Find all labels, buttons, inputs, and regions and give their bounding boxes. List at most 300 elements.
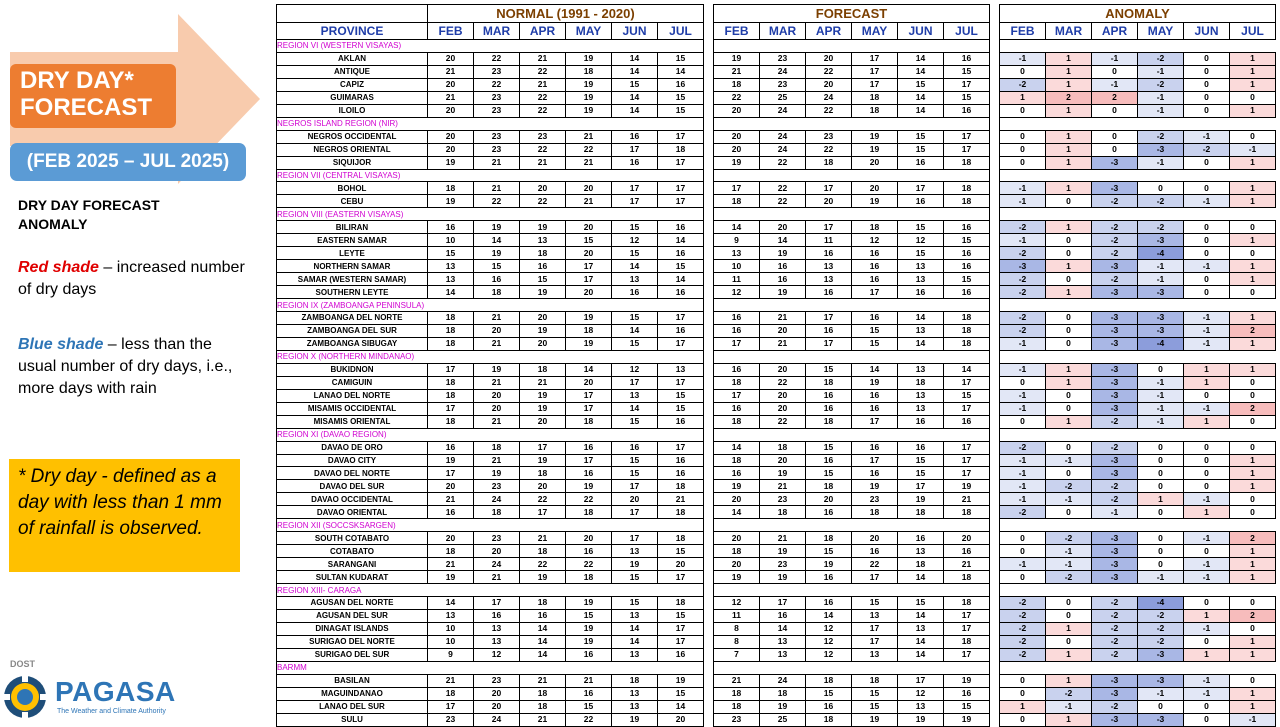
- anomaly-value: 0: [1184, 596, 1230, 609]
- normal-value: 20: [428, 130, 474, 143]
- region-filler: [428, 584, 474, 597]
- region-filler: [1046, 428, 1092, 441]
- normal-value: 18: [428, 324, 474, 337]
- normal-value: 13: [428, 260, 474, 273]
- anomaly-value: -1: [1000, 480, 1046, 493]
- forecast-value: 15: [944, 389, 990, 402]
- forecast-value: 14: [898, 104, 944, 117]
- normal-value: 18: [520, 363, 566, 376]
- forecast-value: 12: [806, 622, 852, 635]
- forecast-value: 15: [852, 596, 898, 609]
- region-filler: [658, 428, 704, 441]
- region-label: REGION VIII (EASTERN VISAYAS): [277, 208, 428, 221]
- normal-value: 20: [566, 286, 612, 299]
- region-label: NEGROS ISLAND REGION (NIR): [277, 117, 428, 130]
- anomaly-value: 1: [1046, 713, 1092, 726]
- forecast-value: 19: [852, 143, 898, 156]
- anomaly-value: -2: [1184, 143, 1230, 156]
- normal-value: 23: [474, 532, 520, 545]
- region-filler: [474, 169, 520, 182]
- forecast-value: 18: [714, 454, 760, 467]
- normal-value: 16: [658, 78, 704, 91]
- column-gap: [704, 23, 714, 40]
- forecast-value: 21: [760, 337, 806, 350]
- anomaly-value: -1: [1184, 130, 1230, 143]
- anomaly-value: 0: [1184, 467, 1230, 480]
- anomaly-value: 0: [1046, 312, 1092, 325]
- region-filler: [1000, 117, 1046, 130]
- column-gap: [990, 428, 1000, 441]
- anomaly-value: -1: [1184, 260, 1230, 273]
- column-gap: [990, 234, 1000, 247]
- anomaly-heading-line-1: DRY DAY FORECAST: [18, 197, 160, 213]
- forecast-value: 14: [714, 506, 760, 519]
- column-gap: [990, 78, 1000, 91]
- column-gap: [704, 337, 714, 350]
- anomaly-value: -1: [1184, 195, 1230, 208]
- anomaly-value: 0: [1046, 596, 1092, 609]
- anomaly-value: 0: [1230, 441, 1276, 454]
- normal-value: 16: [658, 286, 704, 299]
- province-row: [277, 596, 1276, 609]
- anomaly-value: -2: [1092, 247, 1138, 260]
- region-filler: [760, 299, 806, 312]
- region-filler: [428, 169, 474, 182]
- column-gap: [990, 52, 1000, 65]
- forecast-value: 17: [806, 221, 852, 234]
- anomaly-value: 2: [1230, 532, 1276, 545]
- column-gap: [704, 545, 714, 558]
- forecast-value: 17: [898, 674, 944, 687]
- forecast-value: 15: [852, 687, 898, 700]
- group-header: ANOMALY: [1000, 5, 1276, 23]
- province-name: AKLAN: [277, 52, 428, 65]
- forecast-value: 19: [760, 545, 806, 558]
- anomaly-value: -1: [1184, 337, 1230, 350]
- anomaly-value: 0: [1184, 52, 1230, 65]
- forecast-value: 14: [898, 609, 944, 622]
- region-filler: [566, 584, 612, 597]
- normal-value: 19: [520, 389, 566, 402]
- dry-day-definition-note: * Dry day - defined as a day with less than 1 mm of rainfall is observed.: [9, 459, 240, 572]
- region-filler: [1184, 117, 1230, 130]
- region-filler: [1184, 208, 1230, 221]
- normal-value: 21: [520, 156, 566, 169]
- province-row: [277, 247, 1276, 260]
- column-gap: [704, 519, 714, 532]
- region-row: [277, 40, 1276, 53]
- anomaly-value: -3: [1092, 674, 1138, 687]
- normal-value: 17: [612, 506, 658, 519]
- region-filler: [566, 428, 612, 441]
- month-header: APR: [520, 23, 566, 40]
- region-filler: [852, 661, 898, 674]
- normal-value: 22: [520, 143, 566, 156]
- forecast-value: 8: [714, 635, 760, 648]
- anomaly-heading-line-2: ANOMALY: [18, 216, 88, 232]
- anomaly-value: 0: [1000, 415, 1046, 428]
- anomaly-value: 1: [1230, 687, 1276, 700]
- forecast-value: 16: [714, 402, 760, 415]
- forecast-value: 21: [944, 493, 990, 506]
- anomaly-value: 0: [1184, 104, 1230, 117]
- anomaly-value: 0: [1184, 91, 1230, 104]
- anomaly-value: -3: [1092, 571, 1138, 584]
- province-row: [277, 648, 1276, 661]
- forecast-value: 14: [760, 622, 806, 635]
- column-gap: [704, 480, 714, 493]
- forecast-value: 20: [852, 532, 898, 545]
- region-filler: [1000, 40, 1046, 53]
- region-filler: [1138, 117, 1184, 130]
- anomaly-value: 0: [1138, 700, 1184, 713]
- forecast-value: 17: [852, 415, 898, 428]
- forecast-value: 12: [898, 234, 944, 247]
- legend-red-key: Red shade: [18, 259, 99, 276]
- region-filler: [1046, 584, 1092, 597]
- region-filler: [1092, 299, 1138, 312]
- forecast-value: 21: [760, 532, 806, 545]
- anomaly-value: 0: [1184, 247, 1230, 260]
- normal-value: 24: [474, 558, 520, 571]
- column-gap: [990, 286, 1000, 299]
- region-filler: [852, 428, 898, 441]
- normal-value: 20: [520, 337, 566, 350]
- forecast-value: 20: [760, 221, 806, 234]
- forecast-value: 18: [944, 596, 990, 609]
- region-filler: [760, 208, 806, 221]
- forecast-value: 20: [714, 493, 760, 506]
- region-filler: [1092, 519, 1138, 532]
- anomaly-value: -1: [1184, 674, 1230, 687]
- province-row: [277, 91, 1276, 104]
- anomaly-value: 0: [1138, 480, 1184, 493]
- normal-value: 19: [566, 480, 612, 493]
- region-filler: [474, 117, 520, 130]
- region-filler: [1046, 299, 1092, 312]
- forecast-value: 17: [760, 596, 806, 609]
- anomaly-value: 0: [1184, 182, 1230, 195]
- region-filler: [566, 519, 612, 532]
- anomaly-value: 0: [1000, 130, 1046, 143]
- column-gap: [990, 130, 1000, 143]
- normal-value: 19: [658, 674, 704, 687]
- region-filler: [1092, 428, 1138, 441]
- normal-value: 21: [520, 78, 566, 91]
- column-gap: [990, 260, 1000, 273]
- anomaly-value: 0: [1230, 493, 1276, 506]
- anomaly-value: -1: [1046, 493, 1092, 506]
- forecast-value: 17: [852, 78, 898, 91]
- forecast-value: 8: [714, 622, 760, 635]
- province-row: [277, 143, 1276, 156]
- normal-value: 19: [566, 78, 612, 91]
- anomaly-value: -2: [1046, 532, 1092, 545]
- normal-value: 20: [428, 52, 474, 65]
- normal-value: 17: [658, 337, 704, 350]
- anomaly-value: 0: [1184, 635, 1230, 648]
- region-filler: [714, 519, 760, 532]
- forecast-value: 22: [760, 195, 806, 208]
- anomaly-value: -1: [1184, 571, 1230, 584]
- anomaly-value: 0: [1046, 247, 1092, 260]
- normal-value: 18: [428, 545, 474, 558]
- anomaly-value: -2: [1092, 234, 1138, 247]
- column-gap: [704, 389, 714, 402]
- anomaly-value: 1: [1046, 65, 1092, 78]
- normal-value: 17: [658, 130, 704, 143]
- normal-value: 21: [520, 52, 566, 65]
- column-gap: [704, 143, 714, 156]
- normal-value: 20: [474, 402, 520, 415]
- column-gap: [990, 350, 1000, 363]
- forecast-value: 16: [760, 260, 806, 273]
- normal-value: 17: [658, 376, 704, 389]
- region-label: REGION XIII- CARAGA: [277, 584, 428, 597]
- region-filler: [474, 350, 520, 363]
- column-gap: [704, 324, 714, 337]
- normal-value: 19: [566, 635, 612, 648]
- forecast-value: 21: [944, 558, 990, 571]
- month-header: FEB: [1000, 23, 1046, 40]
- normal-value: 17: [658, 635, 704, 648]
- month-header: JUL: [1230, 23, 1276, 40]
- normal-value: 20: [428, 78, 474, 91]
- normal-value: 16: [520, 609, 566, 622]
- forecast-value: 18: [760, 506, 806, 519]
- forecast-value: 15: [898, 221, 944, 234]
- anomaly-value: -1: [1000, 337, 1046, 350]
- forecast-value: 21: [760, 312, 806, 325]
- normal-value: 20: [566, 247, 612, 260]
- anomaly-value: 1: [1230, 467, 1276, 480]
- normal-value: 17: [428, 467, 474, 480]
- normal-value: 19: [474, 221, 520, 234]
- forecast-value: 15: [898, 143, 944, 156]
- province-name: ZAMBOANGA DEL SUR: [277, 324, 428, 337]
- anomaly-value: 0: [1230, 376, 1276, 389]
- forecast-value: 19: [760, 571, 806, 584]
- forecast-value: 14: [714, 441, 760, 454]
- region-filler: [760, 661, 806, 674]
- forecast-value: 22: [852, 558, 898, 571]
- anomaly-value: -1: [1046, 545, 1092, 558]
- anomaly-value: 0: [1138, 467, 1184, 480]
- province-name: LANAO DEL NORTE: [277, 389, 428, 402]
- forecast-value: 16: [944, 52, 990, 65]
- province-name: COTABATO: [277, 545, 428, 558]
- normal-value: 18: [520, 596, 566, 609]
- forecast-value: 13: [898, 545, 944, 558]
- normal-value: 21: [474, 182, 520, 195]
- region-filler: [474, 40, 520, 53]
- province-name: NEGROS ORIENTAL: [277, 143, 428, 156]
- normal-value: 19: [520, 571, 566, 584]
- region-filler: [428, 208, 474, 221]
- normal-value: 20: [566, 532, 612, 545]
- region-filler: [658, 208, 704, 221]
- forecast-value: 21: [714, 674, 760, 687]
- forecast-value: 17: [806, 312, 852, 325]
- anomaly-value: -1: [1000, 402, 1046, 415]
- column-gap: [990, 415, 1000, 428]
- month-header: JUN: [612, 23, 658, 40]
- region-filler: [1092, 117, 1138, 130]
- normal-value: 14: [658, 234, 704, 247]
- anomaly-value: -1: [1092, 78, 1138, 91]
- anomaly-value: -2: [1000, 609, 1046, 622]
- forecast-value: 16: [852, 441, 898, 454]
- normal-value: 15: [566, 234, 612, 247]
- forecast-value: 18: [944, 571, 990, 584]
- region-filler: [474, 519, 520, 532]
- region-filler: [714, 169, 760, 182]
- column-gap: [704, 609, 714, 622]
- anomaly-value: -4: [1138, 247, 1184, 260]
- region-filler: [1138, 299, 1184, 312]
- anomaly-value: -1: [1000, 52, 1046, 65]
- forecast-value: 14: [898, 65, 944, 78]
- normal-value: 17: [520, 506, 566, 519]
- region-filler: [428, 299, 474, 312]
- normal-value: 17: [428, 700, 474, 713]
- column-gap: [704, 415, 714, 428]
- anomaly-value: -2: [1092, 700, 1138, 713]
- normal-value: 18: [658, 480, 704, 493]
- column-gap: [704, 40, 714, 53]
- province-row: [277, 337, 1276, 350]
- forecast-value: 13: [898, 363, 944, 376]
- anomaly-value: -3: [1092, 558, 1138, 571]
- region-filler: [714, 661, 760, 674]
- column-gap: [704, 208, 714, 221]
- forecast-value: 24: [760, 130, 806, 143]
- forecast-value: 18: [806, 532, 852, 545]
- forecast-value: 19: [852, 130, 898, 143]
- normal-value: 19: [566, 104, 612, 117]
- anomaly-value: 0: [1138, 363, 1184, 376]
- forecast-value: 20: [714, 130, 760, 143]
- normal-value: 19: [520, 324, 566, 337]
- province-header: PROVINCE: [277, 23, 428, 40]
- anomaly-value: -2: [1138, 635, 1184, 648]
- region-filler: [852, 299, 898, 312]
- anomaly-value: -1: [1138, 260, 1184, 273]
- forecast-value: 22: [806, 65, 852, 78]
- region-filler: [1230, 584, 1276, 597]
- province-name: SURIGAO DEL SUR: [277, 648, 428, 661]
- anomaly-value: -2: [1000, 441, 1046, 454]
- anomaly-value: 1: [1046, 78, 1092, 91]
- forecast-value: 16: [714, 363, 760, 376]
- forecast-value: 18: [852, 506, 898, 519]
- normal-value: 13: [474, 622, 520, 635]
- dry-day-table: [276, 4, 1276, 727]
- anomaly-value: 1: [1184, 609, 1230, 622]
- normal-value: 20: [658, 558, 704, 571]
- normal-value: 15: [658, 260, 704, 273]
- forecast-value: 17: [852, 635, 898, 648]
- region-filler: [944, 299, 990, 312]
- region-filler: [428, 350, 474, 363]
- column-gap: [990, 91, 1000, 104]
- month-header-row: [277, 23, 1276, 40]
- forecast-value: 13: [760, 635, 806, 648]
- region-label: REGION VII (CENTRAL VISAYAS): [277, 169, 428, 182]
- region-filler: [658, 661, 704, 674]
- forecast-value: 15: [898, 454, 944, 467]
- province-name: AGUSAN DEL NORTE: [277, 596, 428, 609]
- column-gap: [990, 506, 1000, 519]
- anomaly-value: 2: [1092, 91, 1138, 104]
- anomaly-value: 0: [1230, 674, 1276, 687]
- group-header: NORMAL (1991 - 2020): [428, 5, 704, 23]
- normal-value: 16: [612, 286, 658, 299]
- normal-value: 18: [520, 545, 566, 558]
- anomaly-heading: [18, 196, 160, 234]
- normal-value: 15: [658, 687, 704, 700]
- forecast-value: 16: [852, 247, 898, 260]
- region-filler: [658, 169, 704, 182]
- forecast-value: 12: [898, 687, 944, 700]
- normal-value: 21: [658, 493, 704, 506]
- normal-value: 14: [658, 65, 704, 78]
- anomaly-value: -1: [1000, 454, 1046, 467]
- normal-value: 23: [474, 674, 520, 687]
- anomaly-value: -3: [1092, 286, 1138, 299]
- province-name: SAMAR (WESTERN SAMAR): [277, 273, 428, 286]
- normal-value: 21: [474, 337, 520, 350]
- forecast-value: 23: [760, 78, 806, 91]
- region-filler: [1000, 661, 1046, 674]
- region-filler: [852, 519, 898, 532]
- region-filler: [806, 117, 852, 130]
- anomaly-value: -3: [1138, 674, 1184, 687]
- anomaly-value: -2: [1000, 286, 1046, 299]
- forecast-value: 16: [944, 286, 990, 299]
- column-gap: [704, 648, 714, 661]
- normal-value: 19: [428, 454, 474, 467]
- anomaly-value: 0: [1230, 247, 1276, 260]
- normal-value: 14: [658, 700, 704, 713]
- province-name: AGUSAN DEL SUR: [277, 609, 428, 622]
- anomaly-value: -1: [1000, 389, 1046, 402]
- anomaly-value: -3: [1092, 532, 1138, 545]
- forecast-value: 17: [714, 182, 760, 195]
- normal-value: 16: [658, 454, 704, 467]
- anomaly-value: -2: [1092, 415, 1138, 428]
- anomaly-value: 0: [1046, 402, 1092, 415]
- province-row: [277, 558, 1276, 571]
- anomaly-value: 1: [1046, 674, 1092, 687]
- forecast-value: 24: [760, 65, 806, 78]
- anomaly-value: 1: [1230, 558, 1276, 571]
- region-filler: [944, 350, 990, 363]
- anomaly-value: 2: [1230, 402, 1276, 415]
- forecast-value: 24: [760, 104, 806, 117]
- anomaly-value: -2: [1092, 622, 1138, 635]
- legend-blue: [18, 334, 250, 400]
- forecast-value: 20: [760, 402, 806, 415]
- forecast-value: 25: [760, 713, 806, 726]
- region-filler: [898, 299, 944, 312]
- forecast-value: 14: [852, 363, 898, 376]
- normal-value: 14: [474, 234, 520, 247]
- anomaly-value: -3: [1138, 324, 1184, 337]
- normal-value: 22: [520, 195, 566, 208]
- forecast-value: 17: [852, 454, 898, 467]
- anomaly-value: 0: [1184, 700, 1230, 713]
